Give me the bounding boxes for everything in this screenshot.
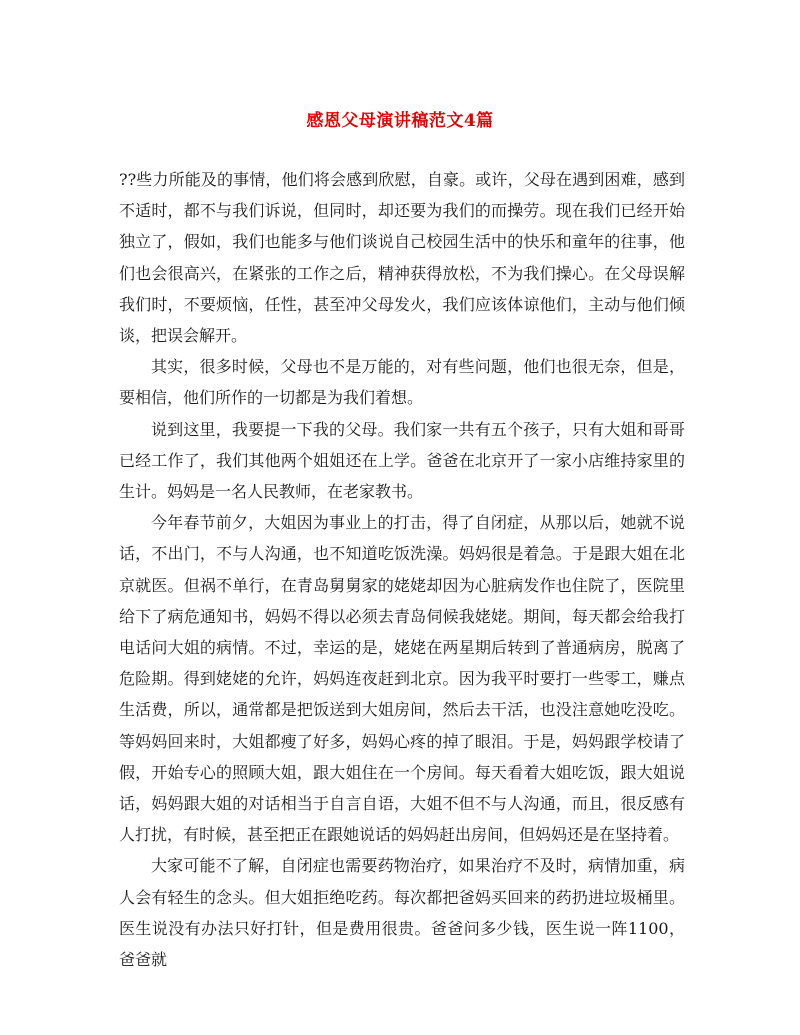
paragraph: 其实，很多时候，父母也不是万能的，对有些问题，他们也很无奈，但是，要相信，他们所作的一切都是为我们着想。	[119, 357, 685, 408]
paragraph: 说到这里，我要提一下我的父母。我们家一共有五个孩子，只有大姐和哥哥已经工作了，我们其他两个姐姐还在上学。爸爸在北京开了一家小店维持家里的生计。妈妈是一名人民教师，在老家教书。	[119, 419, 685, 502]
paragraph: 大家可能不了解，自闭症也需要药物治疗，如果治疗不及时，病情加重，病人会有轻生的念头。但大姐拒绝吃药。每次都把爸妈买回来的药扔进垃圾桶里。医生说没有办法只好打针，但是费用很贵。爸爸问多少钱，医生说一阵1100，爸爸就	[119, 856, 685, 970]
paragraph: 今年春节前夕，大姐因为事业上的打击，得了自闭症，从那以后，她就不说话，不出门，不与人沟通，也不知道吃饭洗澡。妈妈很是着急。于是跟大姐在北京就医。但祸不单行，在青岛舅舅家的姥姥却因为心脏病发作也住院了，医院里给下了病危通知书，妈妈不得以必须去青岛伺候我姥姥。期间，每天都会给我打电话问大姐的病情。不过，幸运的是，姥姥在两星期后转到了普通病房，脱离了危险期。得到姥姥的允许，妈妈连夜赶到北京。因为我平时要打一些零工，赚点生活费，所以，通常都是把饭送到大姐房间，然后去干活，也没注意她吃没吃。等妈妈回来时，大姐都瘦了好多，妈妈心疼的掉了眼泪。于是，妈妈跟学校请了假，开始专心的照顾大姐，跟大姐住在一个房间。每天看着大姐吃饭，跟大姐说话，妈妈跟大姐的对话相当于自言自语，大姐不但不与人沟通，而且，很反感有人打扰，有时候，甚至把正在跟她说话的妈妈赶出房间，但妈妈还是在坚持着。	[119, 513, 685, 845]
paragraph: ??些力所能及的事情，他们将会感到欣慰，自豪。或许，父母在遇到困难，感到不适时，都不与我们诉说，但同时，却还要为我们的而操劳。现在我们已经开始独立了，假如，我们也能多与他们谈说自己校园生活中的快乐和童年的往事，他们也会很高兴，在紧张的工作之后，精神获得放松，不为我们操心。在父母误解我们时，不要烦恼，任性，甚至冲父母发火，我们应该体谅他们，主动与他们倾谈，把误会解开。	[119, 170, 685, 346]
document-title: 感恩父母演讲稿范文4篇	[306, 111, 494, 131]
document-body	[119, 164, 685, 975]
